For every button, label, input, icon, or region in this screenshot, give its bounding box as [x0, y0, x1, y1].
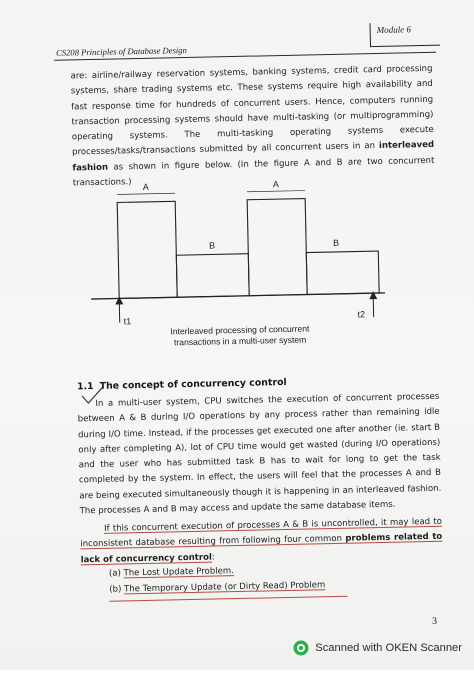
t2-arrow-icon [369, 291, 377, 299]
problem-item [109, 566, 234, 579]
interleaving-figure [83, 175, 386, 331]
intro-line: transaction processing systems should have multi-tasking (or multiprogramming) [71, 109, 434, 128]
t2-label: t2 [357, 309, 366, 320]
section-heading [77, 377, 287, 392]
interleaved-term: interleaved [378, 140, 435, 152]
block-b1 [176, 254, 249, 297]
problem-text: The Temporary Update (or Dirty Read) Problem [124, 580, 326, 595]
fashion-term: fashion [72, 162, 109, 174]
span-line [117, 193, 175, 194]
problem-marker: (a) [108, 568, 121, 579]
scanner-text: Scanned with OKEN Scanner [315, 642, 462, 654]
section-title-text: The concept of concurrency control [99, 376, 287, 392]
intro-line: processes/tasks/transactions submitted by all concurrent users in an [72, 141, 380, 158]
scanner-logo-icon [293, 640, 309, 656]
body-line: by the system. In effect, the users will feel that the processes A and B are being [79, 468, 442, 501]
scanner-watermark [293, 640, 462, 656]
caption-line: Interleaved processing of concurrent [170, 323, 310, 337]
t1-arrow-icon [115, 296, 123, 304]
label-a: A [142, 181, 149, 192]
body-line: executed simultaneously though it is happening in an interleaved fashion. The [79, 483, 442, 517]
intro-line: systems, share trading systems etc. These systems require high availability and fast [70, 79, 433, 113]
body-paragraph [77, 390, 441, 520]
section-number: 1.1 [76, 381, 94, 393]
page-number: 3 [431, 615, 438, 627]
body-line: processes A and B may access and update the same database items. [98, 499, 396, 516]
problems-heading-bold: lack of concurrency control [80, 552, 212, 565]
figure-caption [150, 323, 330, 349]
module-label: Module 6 [369, 22, 439, 47]
block-a1 [117, 201, 177, 298]
intro-line: as shown in figure below. (In the figure A and B are two concurrent [107, 155, 435, 173]
problems-intro-line: If this concurrent execution of processes A & B is uncontrolled, it may lead to [103, 516, 443, 534]
handwritten-underline [110, 596, 348, 602]
label-b: B [209, 240, 216, 251]
course-title: CS208 Principles of Database Design [55, 44, 187, 58]
problem-marker: (b) [109, 584, 122, 595]
caption-line: transactions in a multi-user system [173, 334, 307, 348]
problems-intro-line: : [211, 552, 215, 563]
intro-line: are: airline/railway reservation systems, banking systems, credit card processing [70, 63, 433, 82]
problems-intro-line: inconsistent database resulting from following four common [80, 534, 346, 550]
body-line: In a multi-user system, CPU switches the execution of concurrent processes [95, 391, 440, 409]
problem-item [109, 580, 325, 595]
intro-line: transactions.) [72, 177, 132, 189]
t1-label: t1 [123, 316, 132, 327]
body-line: only after completing A), lot of CPU time would get wasted (during I/O operations) [78, 437, 441, 456]
body-line: during I/O time. Instead, if the processes get executed one after another (ie. start B [77, 422, 441, 440]
body-line: between A & B during I/O operations by any process rather than remaining idle [77, 407, 440, 425]
intro-paragraph [70, 62, 434, 192]
label-b: B [332, 237, 340, 248]
intro-line: operating systems. The multi-tasking operating systems execute [71, 125, 434, 143]
problems-intro [80, 515, 443, 568]
label-a: A [272, 179, 279, 190]
block-b2 [306, 251, 379, 294]
body-line: and the user who has submitted task B has to wait for long to get the task completed [78, 452, 441, 486]
block-a2 [247, 199, 307, 296]
intro-line: response time for hundreds of concurrent users. Hence, computers running [91, 94, 434, 112]
problems-heading-bold: problems related to [345, 532, 443, 545]
problem-text: The Lost Update Problem. [123, 566, 235, 579]
span-line [247, 191, 305, 192]
